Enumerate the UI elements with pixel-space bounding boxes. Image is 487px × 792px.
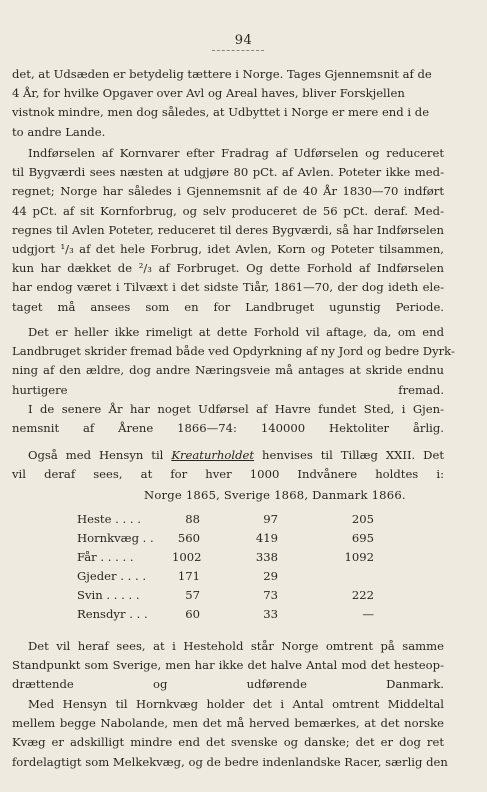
cell-danmark: 695 (351, 531, 374, 545)
cell-sverige: 419 (255, 531, 278, 545)
row-label: Gjeder . . . . (77, 569, 147, 583)
text-line: 4 År, for hvilke Opgaver over Avl og Areal haves, bliver Forskjellen (12, 86, 405, 101)
paragraph-1 (12, 65, 444, 142)
text-line: Landbruget skrider fremad både ved Opdyrkning af ny Jord og bedre Dyrk- (12, 344, 455, 359)
text-line: taget må ansees som en for Landbruget ugunstig Periode. (12, 299, 444, 314)
paragraph-4 (12, 400, 444, 438)
cell-sverige: 29 (263, 569, 278, 583)
row-label: Svin . . . . . (77, 588, 140, 602)
row-label: Heste . . . . (77, 512, 141, 526)
text-line: regnes til Avlen Poteter, reduceret til deres Bygværdi, så har Indførselen (12, 222, 444, 237)
text-line: I de senere År har noget Udførsel af Havre fundet Sted, i Gjen- (28, 402, 444, 416)
paragraph-3 (12, 323, 455, 400)
paragraph-6 (12, 637, 444, 695)
cell-norge: 171 (177, 569, 200, 583)
text-line: til Bygværdi sees næsten at udgjøre 80 pCt. af Avlen. Poteter ikke med- (12, 165, 444, 180)
page-number: 94 (234, 33, 253, 48)
cell-norge: 60 (185, 607, 200, 621)
text-line: to andre Lande. (12, 124, 106, 139)
page-number-rule (212, 50, 264, 51)
cell-norge: 560 (177, 531, 200, 545)
table-row (0, 569, 487, 588)
text-fragment: Også med Hensyn til (28, 448, 172, 462)
row-label: Rensdyr . . . (77, 607, 148, 621)
cell-norge: 1002 (172, 550, 202, 564)
table-row (0, 607, 487, 626)
text-line: vil deraf sees, at for hver 1000 Indvånere holdtes i: (12, 467, 444, 482)
cell-sverige: 73 (263, 588, 278, 602)
cell-danmark: 222 (351, 588, 374, 602)
table-row (0, 550, 487, 569)
text-line: Kvæg er adskilligt mindre end det svenske og danske; det er dog ret (12, 735, 444, 750)
text-line: fordelagtigt som Melkekvæg, og de bedre indenlandske Racer, særlig den (12, 754, 448, 769)
cell-norge: 57 (185, 588, 200, 602)
emphasis-kreaturholdet: Kreaturholdet (171, 448, 255, 462)
cell-danmark: — (362, 607, 374, 621)
cell-danmark: 205 (351, 512, 374, 526)
table-row (0, 512, 487, 531)
paragraph-5 (12, 446, 444, 484)
text-line: vistnok mindre, men dog således, at Udbyttet i Norge er mere end i de (12, 105, 430, 120)
cell-sverige: 338 (255, 550, 278, 564)
text-line: mellem begge Nabolande, men det må herved bemærkes, at det norske (12, 716, 444, 731)
text-line: Med Hensyn til Hornkvæg holder det i Antal omtrent Middeltal (28, 697, 444, 711)
text-line: har endog været i Tilvæxt i det sidste Tiår, 1861—70, der dog ideth ele- (12, 280, 444, 295)
text-line: ning af den ældre, dog andre Næringsveie må antages at skride endnu (12, 363, 444, 378)
text-fragment: henvises til Tillæg XXII. Det (254, 448, 444, 462)
text-line: udgjort ¹/₃ af det hele Forbrug, idet Avlen, Korn og Poteter tilsammen, (12, 242, 444, 257)
text-line: Det vil heraf sees, at i Hestehold står Norge omtrent på samme (28, 639, 444, 653)
row-label: Hornkvæg . . (77, 531, 154, 545)
text-line: Det er heller ikke rimeligt at dette Forhold vil aftage, da, om end (28, 325, 444, 339)
text-line: Standpunkt som Sverige, men har ikke det halve Antal mod det hesteop- (12, 658, 444, 673)
table-header: Norge 1865, Sverige 1868, Danmark 1866. (144, 488, 406, 502)
text-line: regnet; Norge har således i Gjennemsnit af de 40 År 1830—70 indført (12, 184, 444, 199)
cell-sverige: 33 (263, 607, 278, 621)
paragraph-7 (12, 695, 448, 772)
text-line: hurtigere fremad. (12, 382, 444, 397)
text-line: nemsnit af Årene 1866—74: 140000 Hektoliter årlig. (12, 421, 444, 436)
table-row (0, 531, 487, 550)
table-row (0, 588, 487, 607)
text-line: drættende og udførende Danmark. (12, 677, 444, 692)
paragraph-2 (12, 144, 444, 317)
text-line: kun har dækket de ²/₃ af Forbruget. Og dette Forhold af Indførselen (12, 261, 444, 276)
cell-sverige: 97 (263, 512, 278, 526)
cell-norge: 88 (185, 512, 200, 526)
row-label: Får . . . . . (77, 550, 134, 564)
text-line: det, at Udsæden er betydelig tættere i Norge. Tages Gjennemsnit af de (12, 67, 432, 81)
cell-danmark: 1092 (344, 550, 374, 564)
text-line: Indførselen af Kornvarer efter Fradrag af Udførselen og reduceret (28, 146, 444, 160)
text-line (12, 446, 444, 465)
text-line: 44 pCt. af sit Kornforbrug, og selv produceret de 56 pCt. deraf. Med- (12, 203, 444, 218)
